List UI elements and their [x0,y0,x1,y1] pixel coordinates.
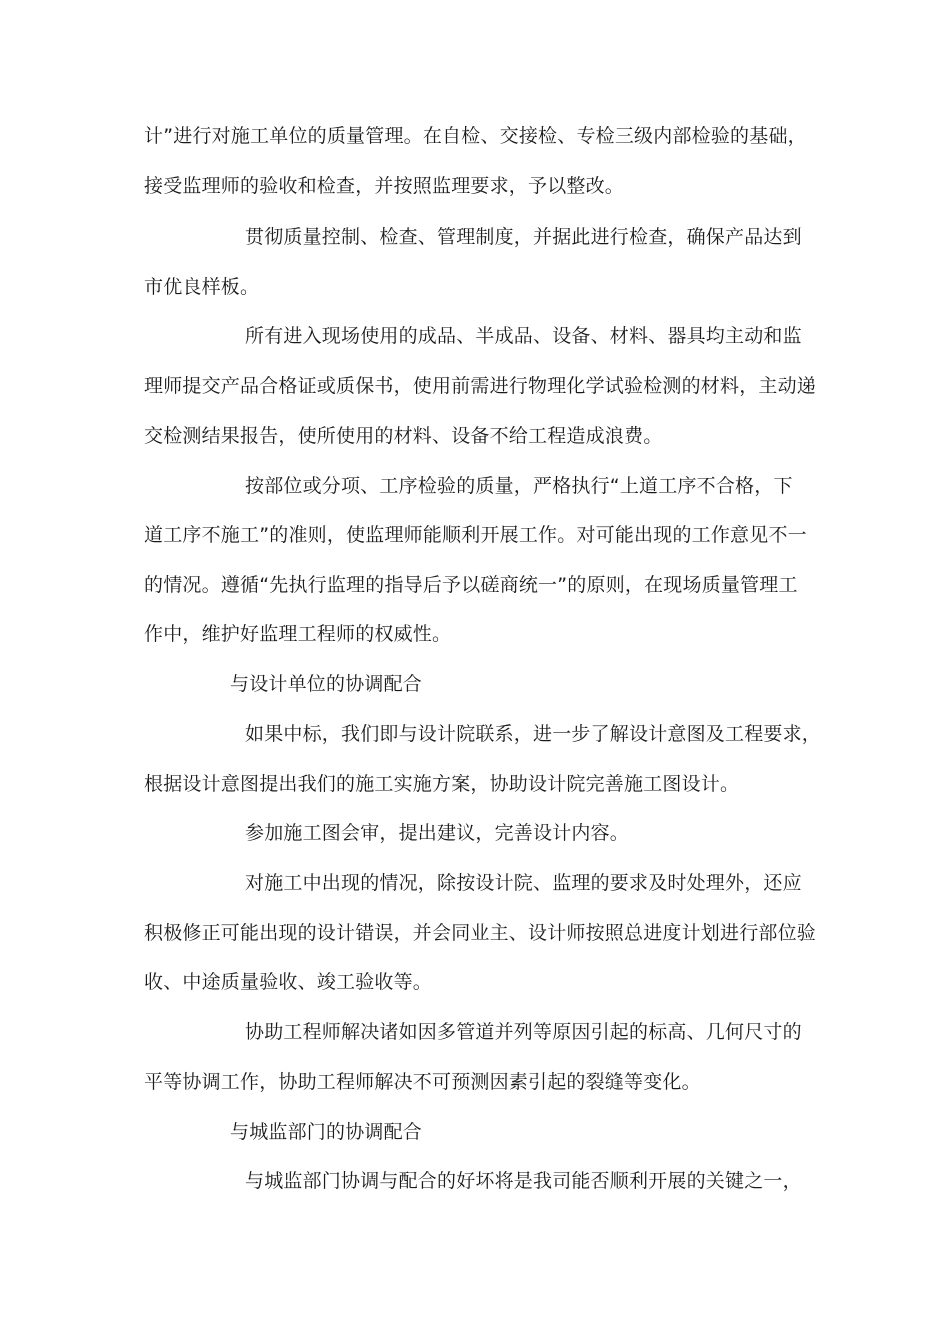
text-line: 平等协调工作，协助工程师解决不可预测因素引起的裂缝等变化。 [144,1071,701,1093]
section-heading: 与城监部门的协调配合 [230,1121,423,1143]
text-line: 贯彻质量控制、检查、管理制度，并据此进行检查，确保产品达到 [245,226,802,248]
text-line: 市优良样板。 [144,276,260,298]
text-line: 积极修正可能出现的设计错误，并会同业主、设计师按照总进度计划进行部位验 [144,922,817,944]
text-line: 所有进入现场使用的成品、半成品、设备、材料、器具均主动和监 [245,325,802,347]
text-line: 道工序不施工”的准则，使监理师能顺利开展工作。对可能出现的工作意见不一 [144,524,807,546]
text-line: 交检测结果报告，使所使用的材料、设备不给工程造成浪费。 [144,425,663,447]
text-line: 计”进行对施工单位的质量管理。在自检、交接检、专检三级内部检验的基础， [144,125,807,147]
section-heading: 与设计单位的协调配合 [230,673,423,695]
text-line: 参加施工图会审，提出建议，完善设计内容。 [245,822,630,844]
text-line: 理师提交产品合格证或质保书，使用前需进行物理化学试验检测的材料，主动递 [144,375,817,397]
text-line: 按部位或分项、工序检验的质量，严格执行“上道工序不合格，下 [245,475,793,497]
text-line: 接受监理师的验收和检查，并按照监理要求，予以整改。 [144,175,625,197]
text-line: 对施工中出现的情况，除按设计院、监理的要求及时处理外，还应 [245,872,802,894]
text-line: 的情况。遵循“先执行监理的指导后予以磋商统一”的原则，在现场质量管理工 [144,574,798,596]
text-line: 根据设计意图提出我们的施工实施方案，协助设计院完善施工图设计。 [144,773,740,795]
text-line: 协助工程师解决诸如因多管道并列等原因引起的标高、几何尺寸的 [245,1021,802,1043]
text-line: 与城监部门协调与配合的好坏将是我司能否顺利开展的关键之一， [245,1170,802,1192]
text-line: 收、中途质量验收、竣工验收等。 [144,971,433,993]
text-line: 作中，维护好监理工程师的权威性。 [144,623,452,645]
text-line: 如果中标，我们即与设计院联系，进一步了解设计意图及工程要求， [245,723,822,745]
